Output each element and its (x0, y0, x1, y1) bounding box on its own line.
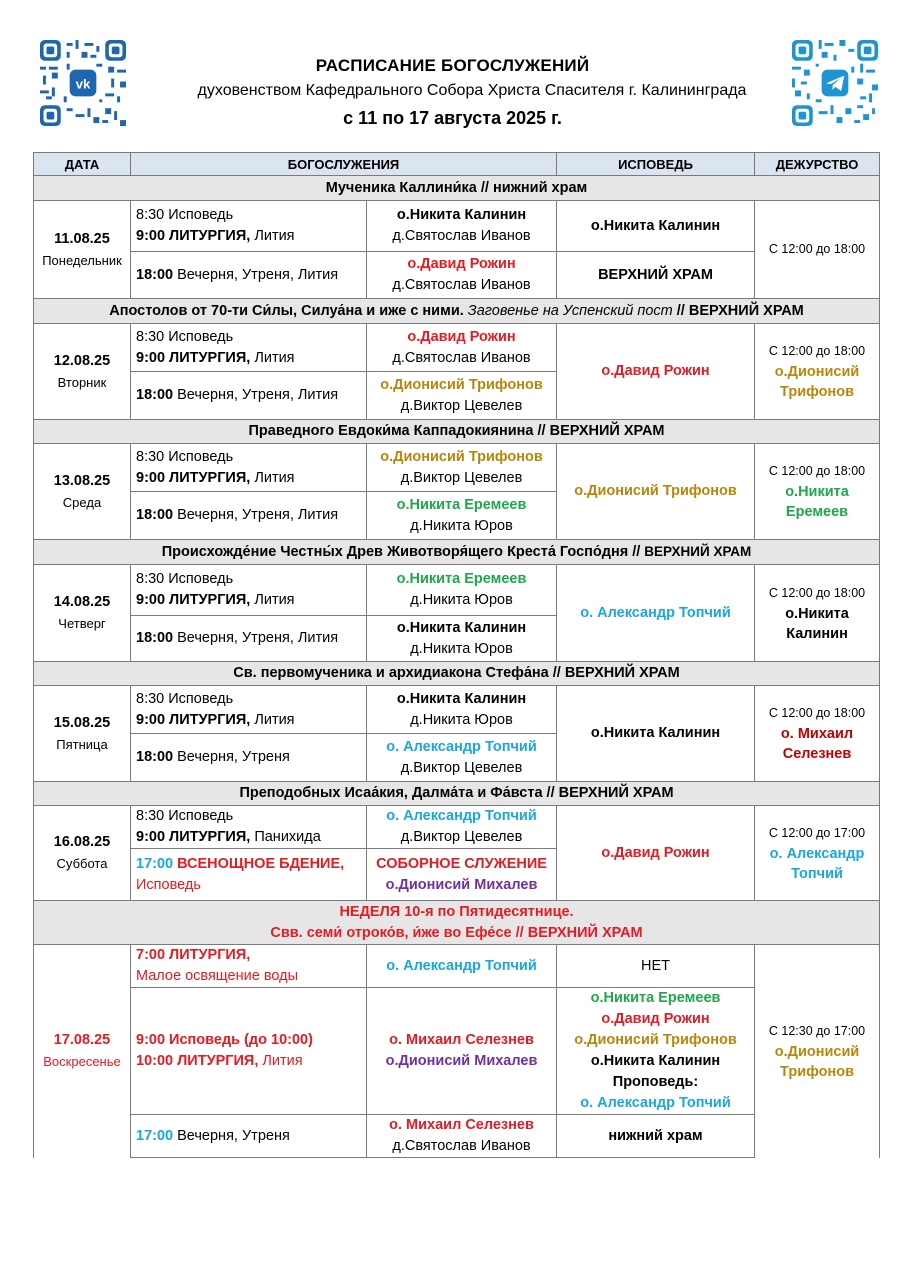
service-evening: 18:00 Вечерня, Утреня, Лития (131, 372, 367, 420)
feast-title: Св. первомученика и архидиакона Стефа́на // ВЕРХНИЙ ХРАМ (34, 662, 880, 686)
clergy-evening: о. Александр Топчий д.Виктор Цевелев (367, 734, 557, 782)
feast-title: НЕДЕЛЯ 10-я по Пятидесятнице. Свв. семи́ отроко́в, и́же во Ефе́се // ВЕРХНИЙ ХРАМ (34, 901, 880, 945)
table-row (34, 686, 880, 734)
schedule-subtitle: духовенством Кафедрального Собора Христа Спасителя г. Калининграда (197, 82, 747, 99)
svg-text:vk: vk (75, 76, 91, 92)
duty-cell: С 12:30 до 17:00 о.Дионисий Трифонов (755, 945, 880, 1158)
service-morning: 8:30 Исповедь 9:00 ЛИТУРГИЯ, Лития (131, 565, 367, 616)
table-row (34, 988, 880, 1115)
confession-cell: о. Александр Топчий (557, 565, 755, 662)
service-morning: 8:30 Исповедь 9:00 ЛИТУРГИЯ, Лития (131, 444, 367, 492)
confession-cell: ВЕРХНИЙ ХРАМ (557, 252, 755, 299)
service-morning: 8:30 Исповедь 9:00 ЛИТУРГИЯ, Лития (131, 324, 367, 372)
confession-cell: о.Давид Рожин (557, 806, 755, 901)
service-morning: 8:30 Исповедь 9:00 ЛИТУРГИЯ, Лития (131, 686, 367, 734)
clergy-morning: о.Никита Калинин д.Никита Юров (367, 686, 557, 734)
date-cell: 12.08.25 Вторник (34, 324, 131, 420)
feast-title: Праведного Евдоки́ма Каппадокиянина // ВЕРХНИЙ ХРАМ (34, 420, 880, 444)
feast-title: Мученика Каллини́ка // нижний храм (34, 176, 880, 201)
service-morning: 8:30 Исповедь 9:00 ЛИТУРГИЯ, Панихида (131, 806, 367, 849)
clergy-evening: о.Никита Калинин д.Никита Юров (367, 616, 557, 662)
table-row (34, 806, 880, 849)
confession-cell: о.Дионисий Трифонов (557, 444, 755, 540)
table-header-row (34, 153, 880, 176)
service-evening: 17:00 ВСЕНОЩНОЕ БДЕНИЕ, Исповедь (131, 849, 367, 901)
clergy-morning: о.Давид Рожин д.Святослав Иванов (367, 324, 557, 372)
table-row (34, 945, 880, 988)
service-evening: 17:00 Вечерня, Утреня (131, 1115, 367, 1158)
duty-cell: С 12:00 до 18:00 о.Никита Еремеев (755, 444, 880, 540)
clergy-morning: о.Никита Калинин д.Святослав Иванов (367, 201, 557, 252)
schedule-period: с 11 по 17 августа 2025 г. (343, 108, 562, 128)
feast-title: Апостолов от 70-ти Си́лы, Силуа́на и иже с ними. Заговенье на Успенский пост // ВЕРХНИЙ ХРАМ (34, 299, 880, 324)
date-cell: 11.08.25 Понедельник (34, 201, 131, 299)
date-cell: 16.08.25 Суббота (34, 806, 131, 901)
clergy-evening: о.Давид Рожин д.Святослав Иванов (367, 252, 557, 299)
feast-row (34, 782, 880, 806)
service-evening: 18:00 Вечерня, Утреня (131, 734, 367, 782)
table-row (34, 252, 880, 299)
date-cell: 15.08.25 Пятница (34, 686, 131, 782)
service-evening: 18:00 Вечерня, Утреня, Лития (131, 492, 367, 540)
clergy-early: о. Александр Топчий (367, 945, 557, 988)
confession-cell: о.Никита Калинин (557, 201, 755, 252)
confession-cell: нижний храм (557, 1115, 755, 1158)
schedule-table (33, 152, 880, 1158)
duty-cell: С 12:00 до 18:00 о.Никита Калинин (755, 565, 880, 662)
duty-cell: С 12:00 до 18:00 о.Дионисий Трифонов (755, 324, 880, 420)
feast-row (34, 176, 880, 201)
feast-row (34, 299, 880, 324)
confession-cell: о.Давид Рожин (557, 324, 755, 420)
clergy-morning: о.Никита Еремеев д.Никита Юров (367, 565, 557, 616)
confession-list: о.Никита Еремеев о.Давид Рожин о.Дионисий Трифонов о.Никита Калинин Проповедь: о. Александр Топчий (557, 988, 755, 1115)
feast-row (34, 901, 880, 945)
clergy-evening: о.Никита Еремеев д.Никита Юров (367, 492, 557, 540)
clergy-morning: о. Александр Топчий д.Виктор Цевелев (367, 806, 557, 849)
clergy-evening: о.Дионисий Трифонов д.Виктор Цевелев (367, 372, 557, 420)
feast-title: Происхожде́ние Честны́х Древ Животворя́щего Креста́ Госпо́дня // ВЕРХНИЙ ХРАМ (34, 540, 880, 565)
table-row (34, 201, 880, 252)
date-cell: 17.08.25 Воскресенье (34, 945, 131, 1158)
column-header-services: БОГОСЛУЖЕНИЯ (131, 153, 557, 176)
clergy-late: о. Михаил Селезнев о.Дионисий Михалев (367, 988, 557, 1115)
date-cell: 14.08.25 Четверг (34, 565, 131, 662)
feast-row (34, 540, 880, 565)
table-row (34, 1115, 880, 1158)
duty-cell: С 12:00 до 18:00 (755, 201, 880, 299)
service-morning: 8:30 Исповедь 9:00 ЛИТУРГИЯ, Лития (131, 201, 367, 252)
feast-row (34, 662, 880, 686)
column-header-date: ДАТА (34, 153, 131, 176)
feast-title: Преподобных Исаа́кия, Далма́та и Фа́вста // ВЕРХНИЙ ХРАМ (34, 782, 880, 806)
service-late: 9:00 Исповедь (до 10:00) 10:00 ЛИТУРГИЯ, Лития (131, 988, 367, 1115)
column-header-confession: ИСПОВЕДЬ (557, 153, 755, 176)
table-row (34, 565, 880, 616)
service-evening: 18:00 Вечерня, Утреня, Лития (131, 252, 367, 299)
clergy-evening: СОБОРНОЕ СЛУЖЕНИЕ о.Дионисий Михалев (367, 849, 557, 901)
service-early: 7:00 ЛИТУРГИЯ, Малое освящение воды (131, 945, 367, 988)
service-evening: 18:00 Вечерня, Утреня, Лития (131, 616, 367, 662)
column-header-duty: ДЕЖУРСТВО (755, 153, 880, 176)
schedule-title: РАСПИСАНИЕ БОГОСЛУЖЕНИЙ (315, 56, 590, 75)
duty-cell: С 12:00 до 17:00 о. Александр Топчий (755, 806, 880, 901)
duty-cell: С 12:00 до 18:00 о. Михаил Селезнев (755, 686, 880, 782)
clergy-evening: о. Михаил Селезнев д.Святослав Иванов (367, 1115, 557, 1158)
table-row (34, 324, 880, 372)
clergy-morning: о.Дионисий Трифонов д.Виктор Цевелев (367, 444, 557, 492)
confession-cell: о.Никита Калинин (557, 686, 755, 782)
table-row (34, 444, 880, 492)
feast-row (34, 420, 880, 444)
confession-cell: НЕТ (557, 945, 755, 988)
date-cell: 13.08.25 Среда (34, 444, 131, 540)
